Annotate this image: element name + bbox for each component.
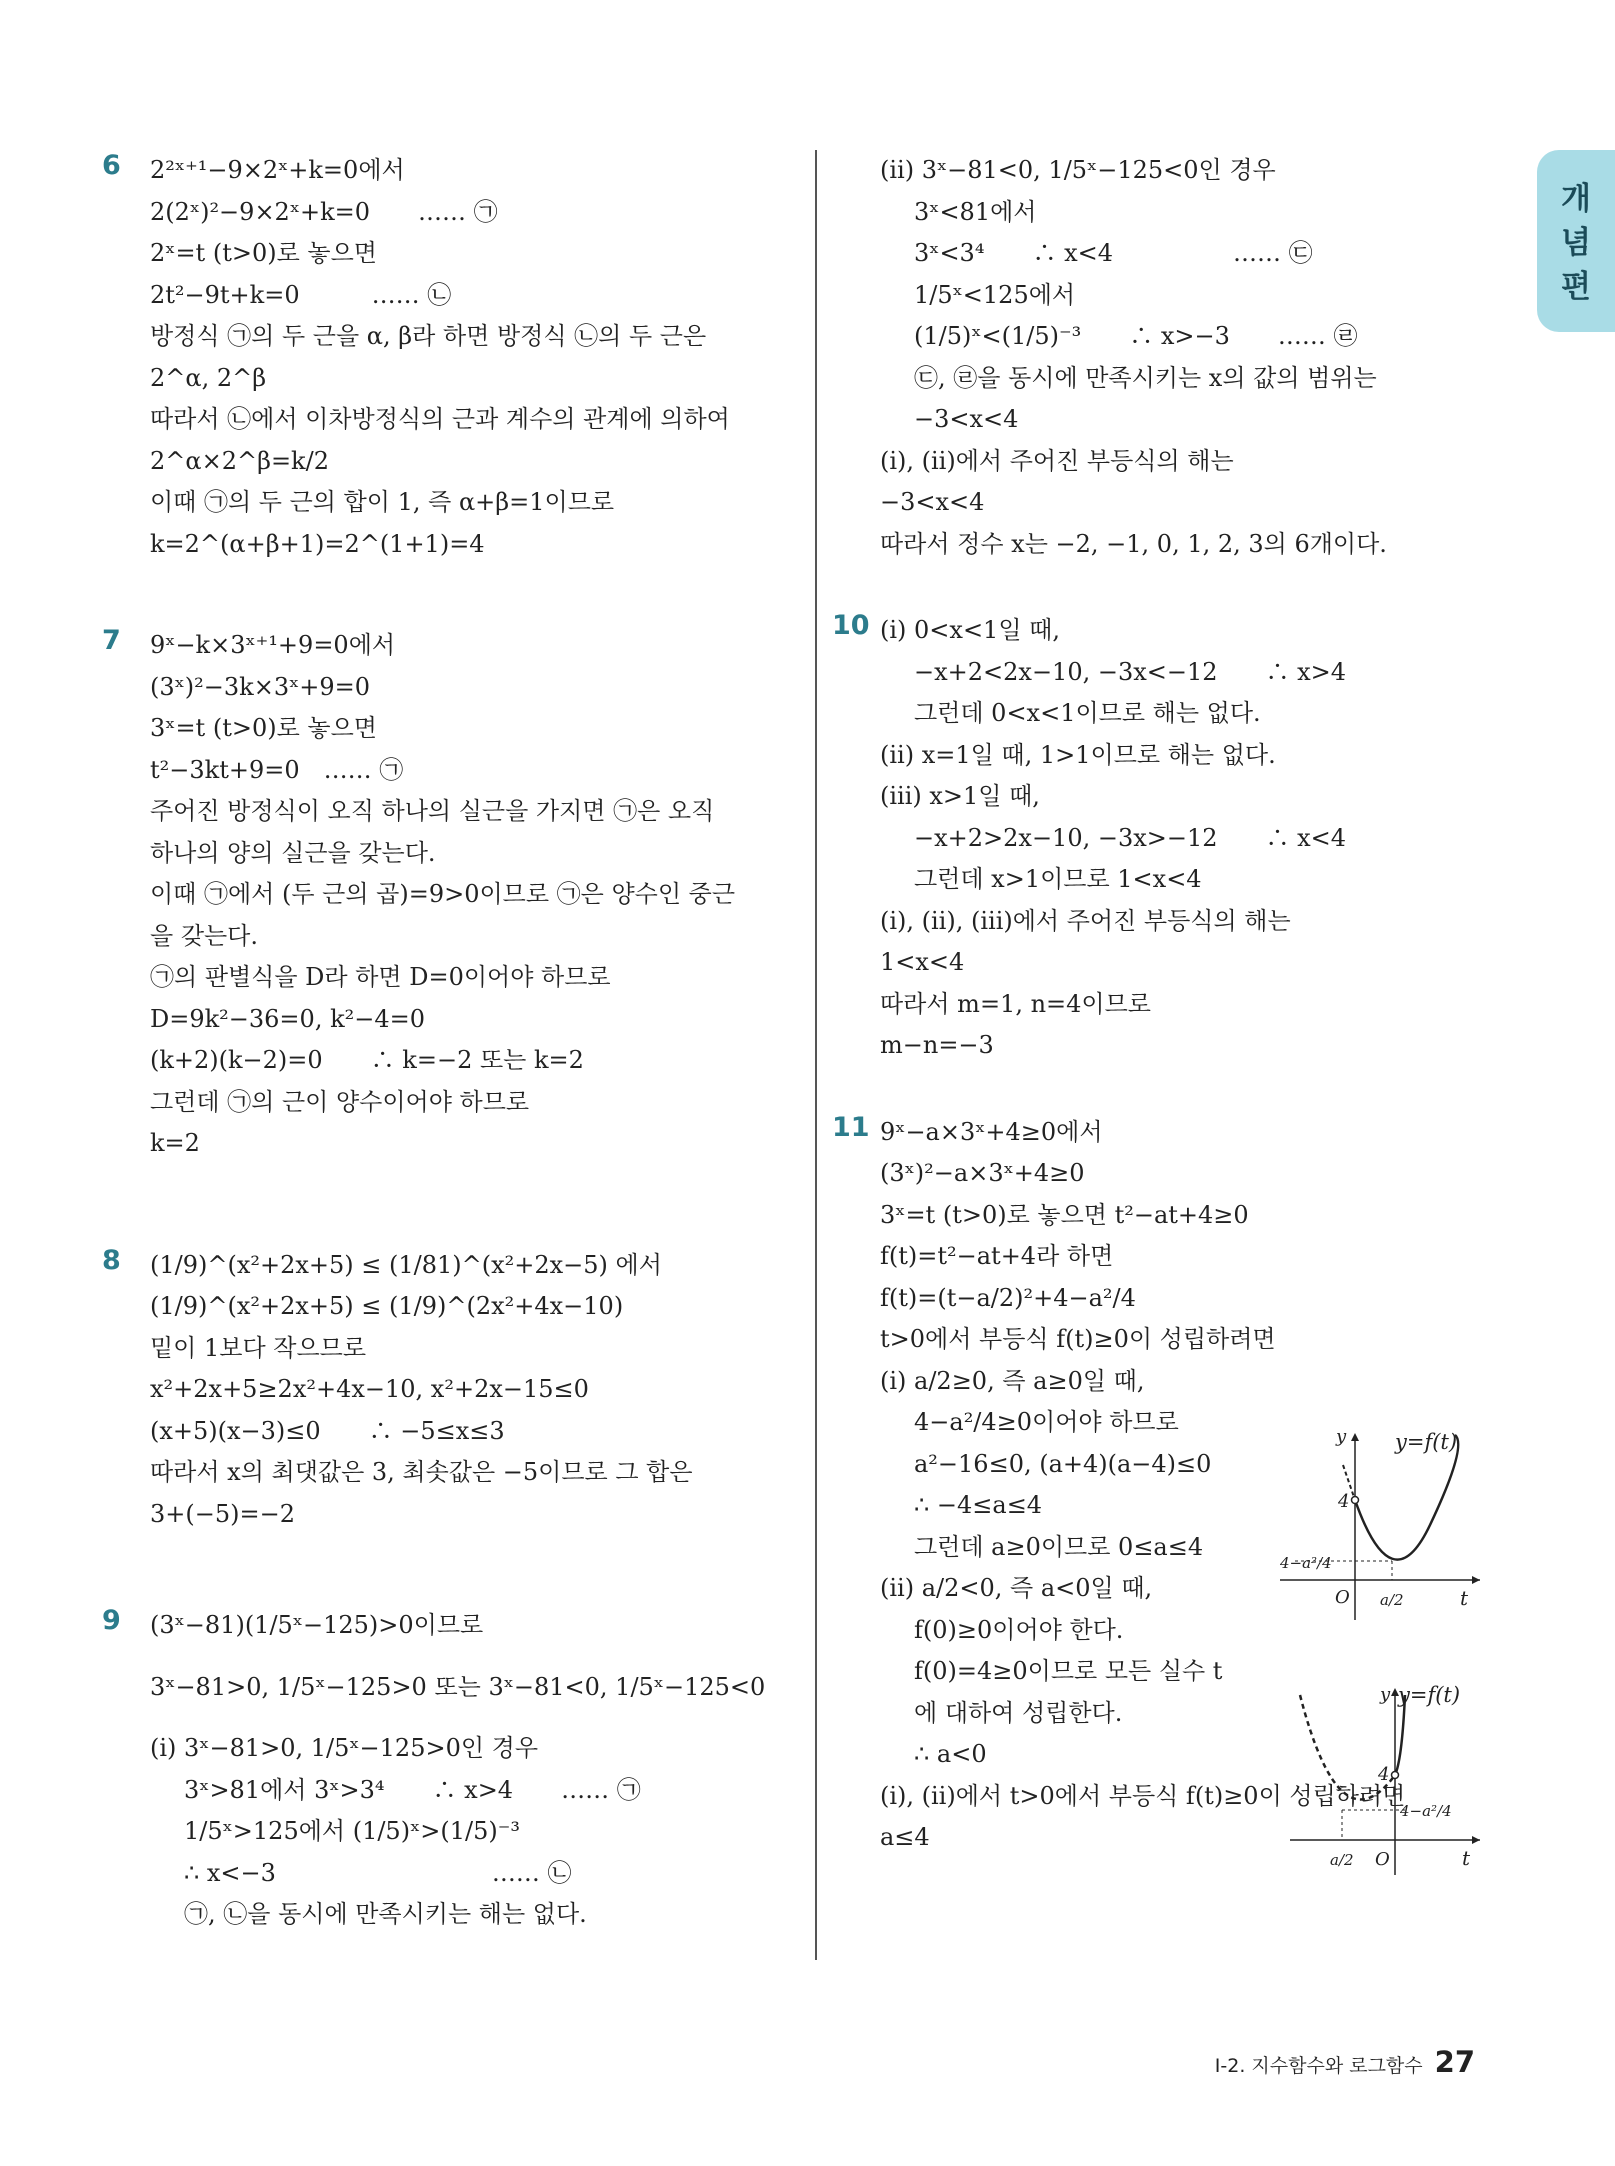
problem-9-continued <box>880 150 1490 565</box>
tab-char-3: 편 <box>1561 269 1591 305</box>
intercept-label: 4 <box>1338 1491 1350 1512</box>
solution-line: 에 대하여 성립한다. <box>914 1698 1123 1727</box>
column-divider <box>815 150 817 1960</box>
solution-line: −3<x<4 <box>880 488 985 516</box>
solution-line: 3ˣ−81>0, 1/5ˣ−125>0 또는 3ˣ−81<0, 1/5ˣ−125<0 <box>150 1672 766 1701</box>
solution-line: 그런데 0<x<1이므로 해는 없다. <box>914 699 1261 727</box>
solution-line: (ⅰ), (ⅱ)에서 주어진 부등식의 해는 <box>880 446 1234 475</box>
solution-line: t>0에서 부등식 f(t)≥0이 성립하려면 <box>880 1325 1276 1353</box>
parabola-graph-2 <box>1290 1680 1490 1880</box>
solution-line: f(0)≥0이어야 한다. <box>914 1615 1124 1644</box>
solution-line: 1/5ˣ<125에서 <box>914 280 1076 309</box>
solution-line: (3ˣ)²−a×3ˣ+4≥0 <box>880 1159 1085 1187</box>
solution-line: 1<x<4 <box>880 948 965 976</box>
y-label: y <box>1380 1684 1391 1705</box>
solution-line: (ⅰ) a/2≥0, 즉 a≥0일 때, <box>880 1366 1145 1395</box>
solution-line: ∴ x<−3 …… ㉡ <box>184 1858 572 1887</box>
solution-line: k=2^(α+β+1)=2^(1+1)=4 <box>150 529 485 558</box>
problem-number: 7 <box>102 625 121 656</box>
open-point <box>1392 1772 1399 1779</box>
solution-line: 3ˣ>81에서 3ˣ>3⁴ ∴ x>4 …… ㉠ <box>184 1775 641 1804</box>
solution-line: 4−a²/4≥0이어야 하므로 <box>914 1408 1179 1436</box>
problem-9 <box>102 1605 790 1936</box>
solution-line: −x+2>2x−10, −3x>−12 ∴ x<4 <box>914 823 1347 852</box>
problem-number: 11 <box>832 1111 870 1143</box>
solution-line: (1/9)^(x²+2x+5) ≤ (1/81)^(x²+2x−5) 에서 <box>150 1250 662 1279</box>
solution-line: (ⅲ) x>1일 때, <box>880 782 1040 810</box>
origin-label: O <box>1335 1587 1350 1608</box>
solution-line: 그런데 ㉠의 근이 양수이어야 하므로 <box>150 1087 530 1116</box>
curve-label: y=f(t) <box>1395 1430 1458 1454</box>
solution-line: 9ˣ−a×3ˣ+4≥0에서 <box>880 1117 1103 1146</box>
solution-line: 3ˣ<3⁴ ∴ x<4 …… ㉢ <box>914 239 1313 267</box>
solution-line: 2²ˣ⁺¹−9×2ˣ+k=0에서 <box>150 156 405 184</box>
solution-line: a²−16≤0, (a+4)(a−4)≤0 <box>914 1449 1212 1478</box>
solution-line: (ⅰ), (ⅱ), (ⅲ)에서 주어진 부등식의 해는 <box>880 906 1291 935</box>
solution-line: (ⅰ) 0<x<1일 때, <box>880 616 1060 644</box>
t-axis-arrow <box>1472 1576 1480 1584</box>
t-label: t <box>1462 1846 1471 1870</box>
problem-number: 6 <box>102 150 121 181</box>
solution-line: D=9k²−36=0, k²−4=0 <box>150 1004 425 1033</box>
solution-line: 하나의 양의 실근을 갖는다. <box>150 838 436 867</box>
problem-8 <box>102 1244 790 1536</box>
solution-line: 3+(−5)=−2 <box>150 1499 295 1528</box>
solution-line: 따라서 ㉡에서 이차방정식의 근과 계수의 관계에 의하여 <box>150 405 730 433</box>
solution-line: 따라서 m=1, n=4이므로 <box>880 989 1151 1018</box>
vertex-y-label: 4−a²/4 <box>1400 1802 1452 1820</box>
solution-line: 3ˣ<81에서 <box>914 197 1037 226</box>
solution-line: 이때 ㉠에서 (두 근의 곱)=9>0이므로 ㉠은 양수인 중근 <box>150 880 736 908</box>
solution-line: 따라서 x의 최댓값은 3, 최솟값은 −5이므로 그 합은 <box>150 1458 693 1486</box>
solution-line: (ⅱ) a/2<0, 즉 a<0일 때, <box>880 1574 1153 1602</box>
y-axis-arrow <box>1351 1433 1359 1441</box>
t-label: t <box>1460 1586 1469 1610</box>
solution-line: (1/5)ˣ<(1/5)⁻³ ∴ x>−3 …… ㉣ <box>914 322 1358 350</box>
solution-line: ㉠의 판별식을 D라 하면 D=0이어야 하므로 <box>150 963 611 991</box>
solution-line: −3<x<4 <box>914 405 1019 433</box>
solution-line: 방정식 ㉠의 두 근을 α, β라 하면 방정식 ㉡의 두 근은 <box>150 322 707 350</box>
left-column <box>102 150 790 1936</box>
solution-line: −x+2<2x−10, −3x<−12 ∴ x>4 <box>914 657 1347 686</box>
solution-line: 이때 ㉠의 두 근의 합이 1, 즉 α+β=1이므로 <box>150 488 615 516</box>
solution-line: ㉠, ㉡을 동시에 만족시키는 해는 없다. <box>184 1900 587 1928</box>
solution-line: 2(2ˣ)²−9×2ˣ+k=0 …… ㉠ <box>150 197 498 226</box>
solution-line: f(t)=t²−at+4라 하면 <box>880 1242 1114 1270</box>
solution-line: 주어진 방정식이 오직 하나의 실근을 가지면 ㉠은 오직 <box>150 797 715 825</box>
solution-line: (3ˣ−81)(1/5ˣ−125)>0이므로 <box>150 1611 484 1639</box>
problem-10 <box>832 610 1490 1067</box>
solution-line: m−n=−3 <box>880 1031 994 1059</box>
solution-line: 3ˣ=t (t>0)로 놓으면 <box>150 714 377 742</box>
solution-line: (x+5)(x−3)≤0 ∴ −5≤x≤3 <box>150 1416 505 1445</box>
intercept-label: 4 <box>1378 1764 1390 1785</box>
solution-line: (ⅰ) 3ˣ−81>0, 1/5ˣ−125>0인 경우 <box>150 1734 539 1762</box>
solution-line: 따라서 정수 x는 −2, −1, 0, 1, 2, 3의 6개이다. <box>880 529 1387 558</box>
open-point <box>1352 1497 1359 1504</box>
vertex-x-label: a/2 <box>1330 1851 1354 1869</box>
solution-line: (ⅱ) x=1일 때, 1>1이므로 해는 없다. <box>880 740 1276 769</box>
chapter-tab <box>1537 150 1615 332</box>
t-axis-arrow <box>1472 1836 1480 1844</box>
solution-line: (ⅰ), (ⅱ)에서 t>0에서 부등식 f(t)≥0이 성립하려면 <box>880 1781 1406 1810</box>
y-label: y <box>1336 1426 1347 1447</box>
solution-line: 밑이 1보다 작으므로 <box>150 1333 366 1362</box>
solution-line: 3ˣ=t (t>0)로 놓으면 t²−at+4≥0 <box>880 1200 1249 1229</box>
solution-line: 2^α×2^β=k/2 <box>150 446 329 475</box>
solution-line: 그런데 a≥0이므로 0≤a≤4 <box>914 1532 1204 1561</box>
solution-line: a≤4 <box>880 1823 930 1851</box>
problem-6 <box>102 150 790 565</box>
solution-line: ∴ −4≤a≤4 <box>914 1491 1043 1519</box>
solution-line: (ⅱ) 3ˣ−81<0, 1/5ˣ−125<0인 경우 <box>880 156 1276 184</box>
page-number: 27 <box>1434 2045 1475 2079</box>
solution-line: f(t)=(t−a/2)²+4−a²/4 <box>880 1283 1136 1312</box>
vertex-x-label: a/2 <box>1380 1591 1404 1609</box>
page-footer <box>1215 2045 1475 2079</box>
solution-line: ∴ a<0 <box>914 1740 987 1768</box>
section-title: Ⅰ-2. 지수함수와 로그함수 <box>1214 2055 1423 2077</box>
solution-line: k=2 <box>150 1129 200 1157</box>
origin-label: O <box>1375 1849 1390 1870</box>
tab-char-2: 념 <box>1561 225 1591 261</box>
parabola-graph-1 <box>1280 1425 1490 1625</box>
tab-char-1: 개 <box>1561 181 1591 217</box>
problem-number: 9 <box>102 1605 121 1636</box>
solution-line: ㉢, ㉣을 동시에 만족시키는 x의 값의 범위는 <box>914 363 1377 392</box>
solution-line: t²−3kt+9=0 …… ㉠ <box>150 755 404 784</box>
problem-number: 8 <box>102 1244 121 1276</box>
parabola-curve <box>1395 1695 1405 1775</box>
solution-line: 2ˣ=t (t>0)로 놓으면 <box>150 239 377 267</box>
solution-line: 2t²−9t+k=0 …… ㉡ <box>150 280 452 309</box>
solution-line: (1/9)^(x²+2x+5) ≤ (1/9)^(2x²+4x−10) <box>150 1292 624 1320</box>
curve-label: y=f(t) <box>1398 1683 1461 1707</box>
solution-line: 9ˣ−k×3ˣ⁺¹+9=0에서 <box>150 631 396 659</box>
problem-7 <box>102 625 790 1165</box>
solution-line: 그런데 x>1이므로 1<x<4 <box>914 865 1202 893</box>
solution-line: (k+2)(k−2)=0 ∴ k=−2 또는 k=2 <box>150 1046 584 1074</box>
solution-line: 1/5ˣ>125에서 (1/5)ˣ>(1/5)⁻³ <box>184 1817 520 1845</box>
solution-line: x²+2x+5≥2x²+4x−10, x²+2x−15≤0 <box>150 1375 589 1403</box>
solution-line: (3ˣ)²−3k×3ˣ+9=0 <box>150 672 371 701</box>
problem-number: 10 <box>832 610 870 641</box>
solution-line: 2^α, 2^β <box>150 363 267 392</box>
vertex-y-label: 4−a²/4 <box>1280 1554 1332 1572</box>
solution-line: 을 갖는다. <box>150 921 258 950</box>
solution-line: f(0)=4≥0이므로 모든 실수 t <box>914 1657 1223 1685</box>
